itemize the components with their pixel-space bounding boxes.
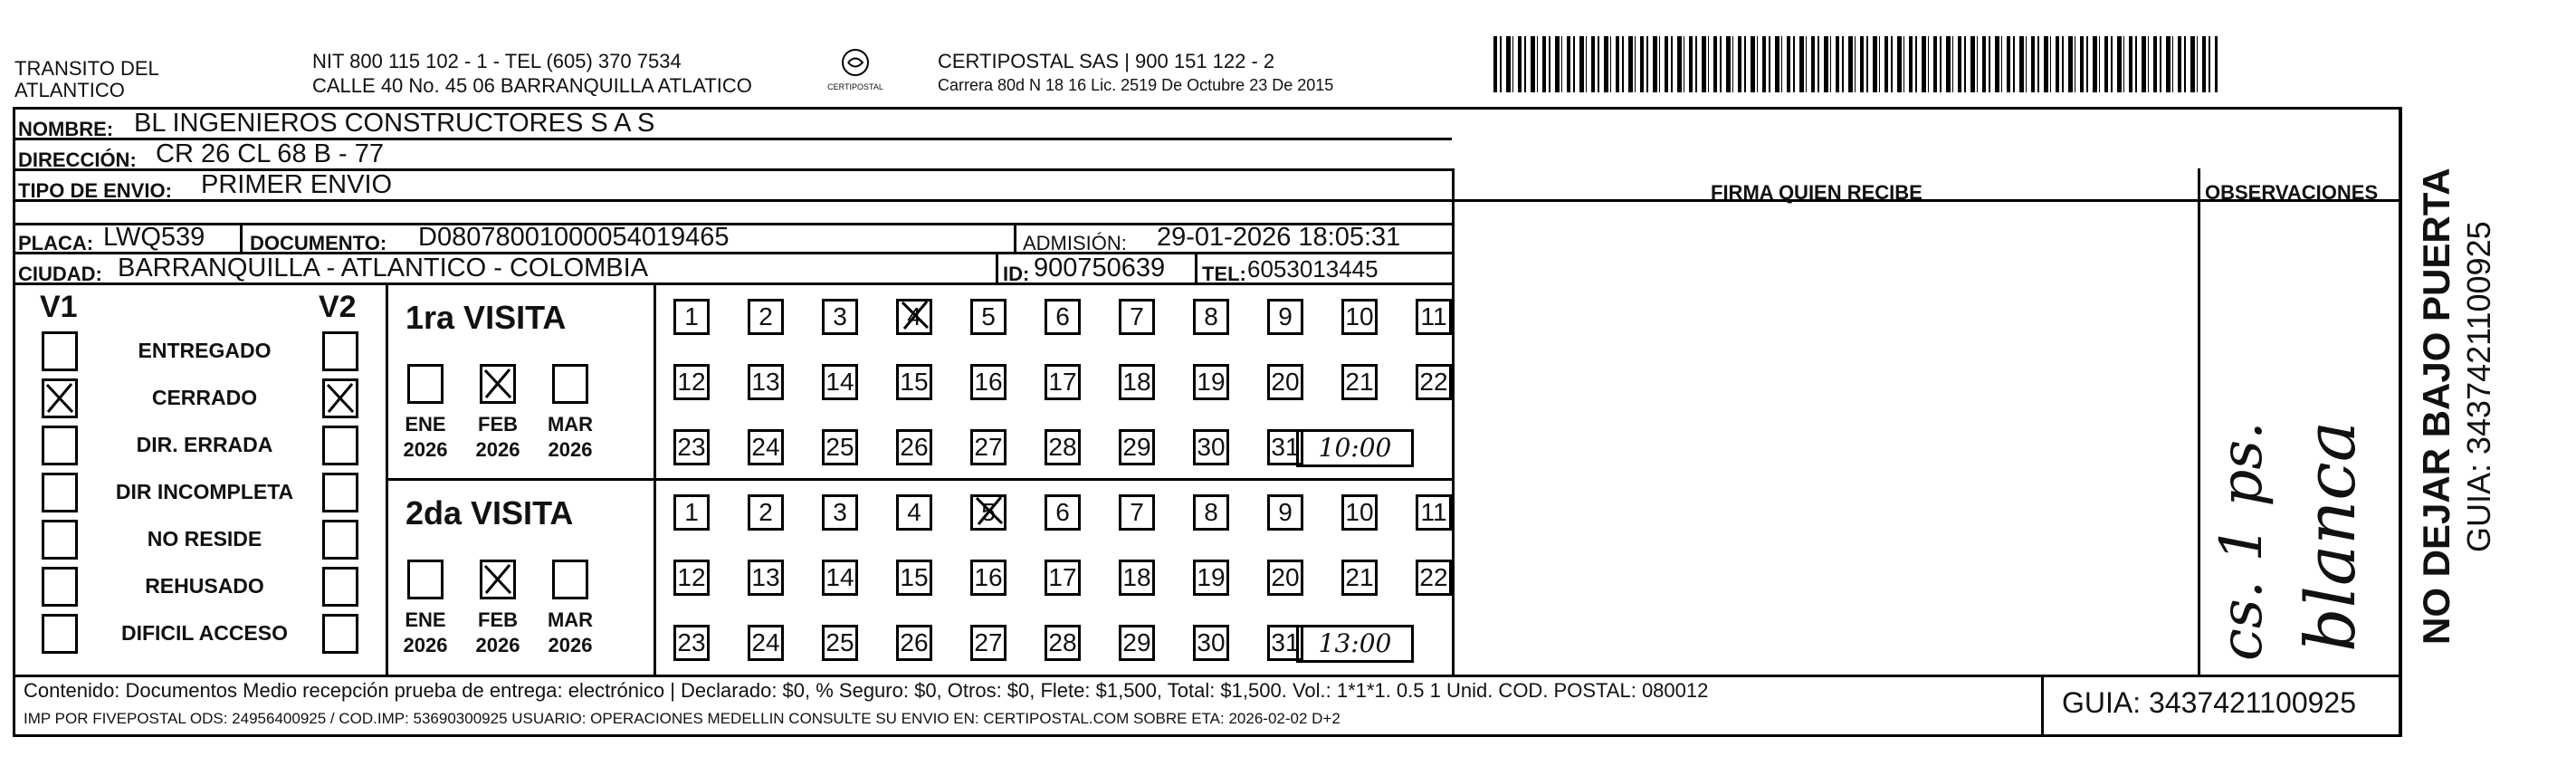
day-box[interactable]: 18 [1119, 560, 1155, 596]
v1-checkbox[interactable] [42, 567, 78, 607]
month-checkbox[interactable] [407, 364, 444, 404]
day-box[interactable]: 29 [1119, 625, 1155, 661]
no-dejar-label: NO DEJAR BAJO PUERTA [2415, 168, 2457, 645]
year-label: 2026 [475, 438, 520, 461]
day-box[interactable]: 4 [896, 299, 932, 335]
visit-title: 1ra VISITA [405, 299, 567, 336]
firma-label: FIRMA QUIEN RECIBE [1711, 181, 1922, 204]
day-box[interactable]: 30 [1193, 429, 1229, 465]
footer-imp: IMP POR FIVEPOSTAL ODS: 24956400925 / COD.IMP: 53690300925 USUARIO: OPERACIONES MEDELLIN CONSULTE SU ENVIO EN: CERTIPOSTAL.COM SOBRE ETA: 2026-02-02 D+2 [24, 710, 1340, 727]
cell-divider [1195, 252, 1197, 282]
day-box[interactable]: 17 [1045, 364, 1081, 400]
cell-divider [240, 223, 243, 252]
day-box[interactable]: 24 [748, 429, 784, 465]
day-box[interactable]: 7 [1119, 494, 1155, 531]
day-box[interactable]: 17 [1045, 560, 1081, 596]
id-label: ID: [1003, 263, 1030, 285]
day-box[interactable]: 28 [1045, 429, 1081, 465]
day-box[interactable]: 2 [748, 299, 784, 335]
placa-label: PLACA: [18, 232, 94, 254]
status-label: DIFICIL ACCESO [120, 621, 288, 645]
x-mark-icon [44, 381, 75, 416]
day-box[interactable]: 13 [748, 560, 784, 596]
visit-time: 13:00 [1296, 625, 1414, 663]
day-box[interactable]: 3 [822, 494, 858, 531]
status-label: REHUSADO [145, 574, 264, 598]
tel-value: 6053013445 [1247, 255, 1379, 282]
day-box[interactable]: 19 [1193, 364, 1229, 400]
day-box[interactable]: 27 [970, 625, 1007, 661]
year-label: 2026 [403, 634, 448, 656]
day-box[interactable]: 24 [748, 625, 784, 661]
day-box[interactable]: 14 [822, 364, 858, 400]
v2-checkbox[interactable] [322, 567, 358, 607]
guia-divider [2041, 675, 2044, 737]
v2-checkbox[interactable] [322, 473, 358, 512]
barcode [1493, 36, 2218, 92]
day-box[interactable]: 20 [1267, 560, 1303, 596]
month-label: ENE [405, 608, 446, 631]
obs-handwriting-2: blanca [2290, 420, 2371, 652]
tipo-label: TIPO DE ENVIO: [18, 179, 172, 202]
month-checkbox[interactable] [552, 364, 588, 404]
visit-time: 10:00 [1296, 429, 1414, 467]
day-box[interactable]: 11 [1416, 299, 1452, 335]
month-checkbox[interactable] [480, 364, 516, 404]
v2-checkbox[interactable] [322, 520, 358, 560]
day-box[interactable]: 15 [896, 560, 932, 596]
day-box[interactable]: 25 [822, 625, 858, 661]
tipo-value: PRIMER ENVIO [201, 170, 393, 199]
visit-divider [386, 478, 1454, 481]
cell-divider [996, 252, 998, 282]
v1-checkbox[interactable] [42, 426, 78, 465]
x-mark-icon [900, 299, 932, 331]
day-box[interactable]: 22 [1416, 364, 1452, 400]
day-box[interactable]: 9 [1267, 299, 1303, 335]
month-checkbox[interactable] [480, 560, 516, 599]
day-box[interactable]: 6 [1045, 494, 1081, 531]
day-box[interactable]: 5 [970, 494, 1007, 531]
day-box[interactable]: 30 [1193, 625, 1229, 661]
x-mark-icon [482, 562, 513, 597]
obs-handwriting-1: cs. 1 ps. [2209, 421, 2275, 661]
day-box[interactable]: 26 [896, 625, 932, 661]
v1-checkbox[interactable] [42, 520, 78, 560]
v2-checkbox[interactable] [322, 426, 358, 465]
x-mark-icon [325, 381, 356, 416]
day-box[interactable]: 15 [896, 364, 932, 400]
ciudad-label: CIUDAD: [18, 263, 102, 285]
year-label: 2026 [403, 438, 448, 461]
tel-label: TEL: [1202, 263, 1246, 285]
company-line: CERTIPOSTAL SAS | 900 151 122 - 2 [938, 50, 1275, 72]
year-label: 2026 [548, 438, 593, 461]
status-label: DIR INCOMPLETA [115, 480, 294, 503]
v2-checkbox[interactable] [322, 331, 358, 371]
direccion-label: DIRECCIÓN: [18, 148, 137, 171]
ciudad-value: BARRANQUILLA - ATLANTICO - COLOMBIA [118, 254, 649, 282]
org-name: TRANSITO DEL ATLANTICO [14, 57, 158, 101]
obs-label: OBSERVACIONES [2205, 181, 2379, 204]
admision-label: ADMISIÓN: [1023, 232, 1127, 254]
day-box[interactable]: 2 [748, 494, 784, 531]
day-box[interactable]: 4 [896, 494, 932, 531]
day-box[interactable]: 6 [1045, 299, 1081, 335]
v2-checkbox[interactable] [322, 378, 358, 418]
day-box[interactable]: 16 [970, 364, 1007, 400]
month-checkbox[interactable] [407, 560, 444, 599]
v1-checkbox[interactable] [42, 331, 78, 371]
day-box[interactable]: 22 [1416, 560, 1452, 596]
nombre-label: NOMBRE: [18, 118, 114, 140]
day-box[interactable]: 11 [1416, 494, 1452, 531]
side-guia: GUIA: 3437421100925 [2460, 221, 2497, 552]
logo-icon [837, 47, 873, 78]
status-label: NO RESIDE [147, 527, 262, 551]
day-box[interactable]: 7 [1119, 299, 1155, 335]
month-label: MAR [547, 608, 594, 631]
visit-day-divider [654, 282, 656, 675]
month-checkbox[interactable] [552, 560, 588, 599]
day-box[interactable]: 26 [896, 429, 932, 465]
day-box[interactable]: 27 [970, 429, 1007, 465]
cell-divider [1014, 223, 1016, 252]
year-label: 2026 [548, 634, 593, 656]
nombre-value: BL INGENIEROS CONSTRUCTORES S A S [134, 109, 655, 138]
day-box[interactable]: 10 [1341, 494, 1378, 531]
day-box[interactable]: 16 [970, 560, 1007, 596]
day-box[interactable]: 3 [822, 299, 858, 335]
guia-box: GUIA: 3437421100925 [2062, 686, 2356, 719]
month-label: MAR [547, 413, 594, 436]
day-box[interactable]: 25 [822, 429, 858, 465]
documento-label: DOCUMENTO: [250, 232, 387, 254]
month-label: FEB [478, 608, 518, 631]
day-box[interactable]: 14 [822, 560, 858, 596]
status-label: CERRADO [151, 386, 258, 409]
status-label: DIR. ERRADA [136, 433, 273, 456]
placa-value: LWQ539 [103, 223, 205, 252]
admision-value: 29-01-2026 18:05:31 [1157, 223, 1401, 252]
x-mark-icon [482, 367, 513, 401]
day-box[interactable]: 21 [1341, 364, 1378, 400]
day-box[interactable]: 13 [748, 364, 784, 400]
v1-checkbox[interactable] [42, 378, 78, 418]
logo-text: CERTIPOSTAL [827, 82, 883, 91]
day-box[interactable]: 23 [673, 625, 710, 661]
footer-line [13, 675, 2402, 677]
day-box[interactable]: 8 [1193, 494, 1229, 531]
day-box[interactable]: 1 [673, 494, 710, 531]
id-value: 900750639 [1034, 254, 1166, 282]
month-label: ENE [405, 413, 446, 436]
obs-divider [2198, 168, 2200, 675]
day-box[interactable]: 23 [673, 429, 710, 465]
x-mark-icon [974, 494, 1007, 527]
day-box[interactable]: 31 [1267, 429, 1303, 465]
certipostal-logo [819, 47, 892, 98]
day-box[interactable]: 12 [673, 364, 710, 400]
direccion-value: CR 26 CL 68 B - 77 [156, 139, 384, 168]
visit-title: 2da VISITA [405, 494, 574, 531]
day-box[interactable]: 12 [673, 560, 710, 596]
day-box[interactable]: 8 [1193, 299, 1229, 335]
v2-checkbox[interactable] [322, 614, 358, 654]
v1-checkbox[interactable] [42, 614, 78, 654]
v2-label: V2 [319, 290, 357, 324]
v1-checkbox[interactable] [42, 473, 78, 512]
address-line: CALLE 40 No. 45 06 BARRANQUILLA ATLATICO [312, 74, 752, 97]
year-label: 2026 [475, 634, 520, 656]
footer-contenido: Contenido: Documentos Medio recepción prueba de entrega: electrónico | Declarado: $0, % Seguro: $0, Otros: $0, Flete: $1,500, Total: $1,500. Vol.: 1*1*1. 0.5 1 Unid. COD. POSTAL: 080012 [24, 679, 1709, 702]
documento-value: D08078001000054019465 [418, 223, 730, 252]
day-box[interactable]: 10 [1341, 299, 1378, 335]
license-line: Carrera 80d N 18 16 Lic. 2519 De Octubre 23 De 2015 [938, 76, 1334, 94]
day-box[interactable]: 18 [1119, 364, 1155, 400]
day-box[interactable]: 31 [1267, 625, 1303, 661]
status-label: ENTREGADO [138, 339, 272, 362]
day-box[interactable]: 28 [1045, 625, 1081, 661]
v1-label: V1 [40, 290, 78, 324]
nit-line: NIT 800 115 102 - 1 - TEL (605) 370 7534 [312, 50, 682, 72]
day-box[interactable]: 21 [1341, 560, 1378, 596]
day-box[interactable]: 19 [1193, 560, 1229, 596]
day-box[interactable]: 29 [1119, 429, 1155, 465]
day-box[interactable]: 1 [673, 299, 710, 335]
day-box[interactable]: 20 [1267, 364, 1303, 400]
day-box[interactable]: 5 [970, 299, 1007, 335]
day-box[interactable]: 9 [1267, 494, 1303, 531]
month-label: FEB [478, 413, 518, 436]
